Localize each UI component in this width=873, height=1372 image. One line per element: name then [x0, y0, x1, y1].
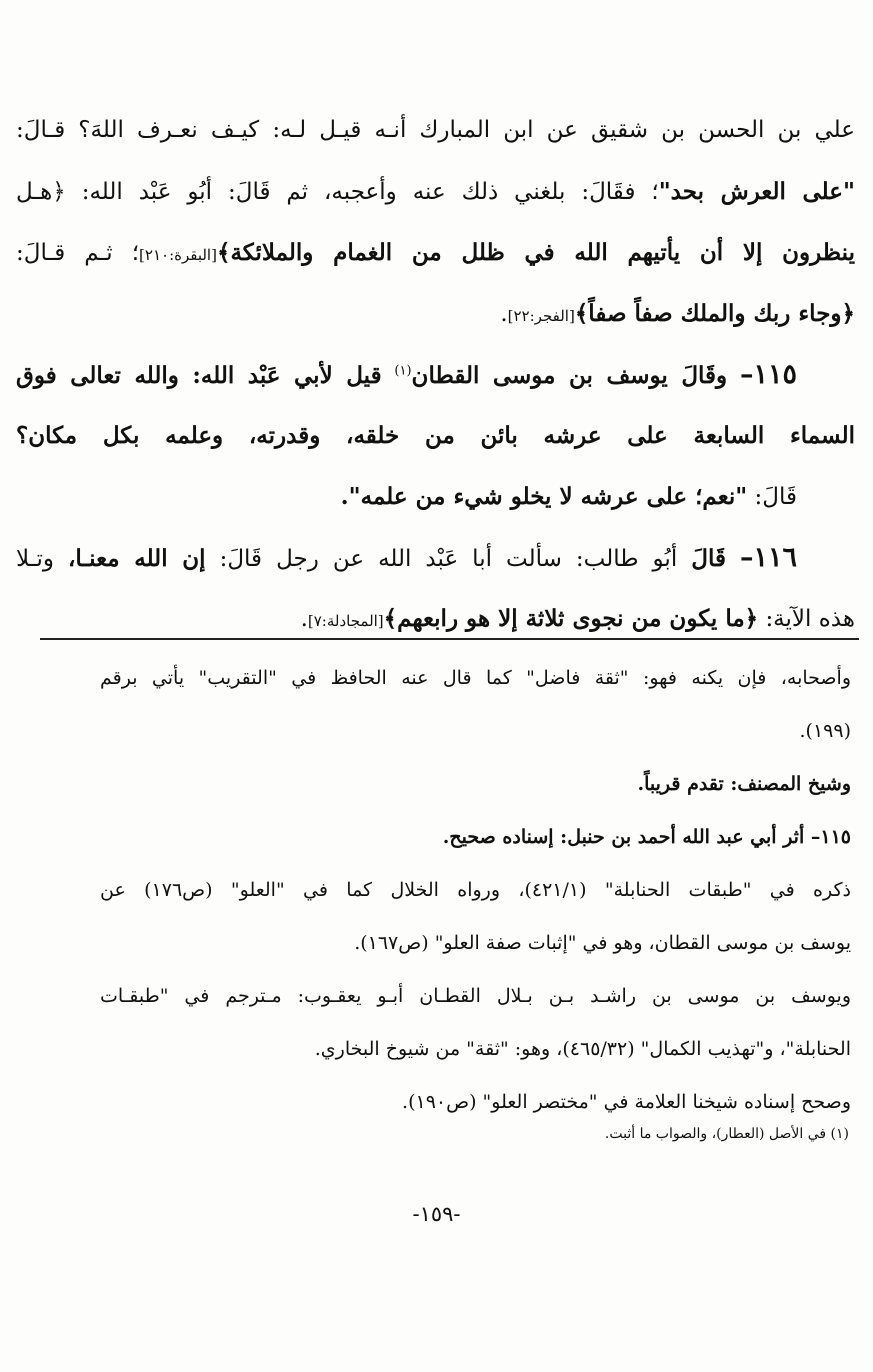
text-span: ؛ فقَالَ: بلغني ذلك عنه وأعجبه، ثم قَالَ: أبُو عَبْد الله: ﴿هـل [16, 179, 659, 205]
main-text [16, 100, 855, 649]
text-span: علي بن الحسن بن شقيق عن ابن المبارك أنـه قيـل لـه: كيـف نعـرف اللهَ؟ قـالَ: [16, 117, 855, 143]
text-span: وقَالَ يوسف بن موسى القطان [411, 362, 728, 389]
text-line [16, 283, 855, 344]
commentary-notes [100, 652, 851, 1129]
note-line: وشيخ المصنف: تقدم قريباً. [637, 773, 851, 795]
quran-verse: ﴿ما يكون من نجوى ثلاثة إلا هو رابعهم﴾ [383, 605, 759, 632]
text-span: قَالَ [691, 545, 726, 572]
note-line: ذكره في "طبقات الحنابلة" (٤٢١/١)، ورواه الخلال كما في "العلو" (ص١٧٦) عن [100, 879, 851, 901]
footnote-divider [40, 638, 859, 640]
paragraph-number: ١١٦– [739, 542, 797, 573]
paragraph-116 [16, 527, 855, 588]
paragraph-115 [16, 344, 855, 405]
note-heading: ١١٥– أثر أبي عبد الله أحمد بن حنبل: إسناده صحيح. [442, 826, 851, 848]
note-line: يوسف بن موسى القطان، وهو في "إثبات صفة العلو" (ص١٦٧). [354, 932, 851, 954]
text-span: . [500, 301, 508, 327]
quote-text: "على العرش بحد" [658, 178, 855, 205]
verse-reference: [البقرة:٢١٠] [139, 246, 217, 264]
text-span: ؛ ثـم قـالَ: [16, 240, 140, 266]
quote-text: "نعم؛ على عرشه لا يخلو شيء من علمه". [340, 483, 748, 510]
text-span: إن الله معنـا، [68, 545, 206, 572]
paragraph-number: ١١٥– [739, 359, 797, 390]
text-line [16, 222, 855, 283]
note-line: وصحح إسناده شيخنا العلامة في "مختصر العلو" (ص١٩٠). [402, 1091, 851, 1113]
text-line [16, 100, 855, 161]
text-line [16, 466, 855, 527]
note-line: وأصحابه، فإن يكنه فهو: "ثقة فاضل" كما قال عنه الحافظ في "التقريب" يأتي برقم [100, 667, 851, 689]
note-line: (١٩٩). [799, 720, 851, 742]
verse-reference: [الفجر:٢٢] [507, 307, 575, 325]
text-span: السماء السابعة على عرشه بائن من خلقه، وقدرته، وعلمه بكل مكان؟ [16, 422, 855, 449]
text-span: . [300, 606, 308, 632]
note-line: ويوسف بن موسى بن راشـد بـن بـلال القطـان أبـو يعقـوب: مـترجم في "طبقـات [100, 985, 851, 1007]
text-span: قَالَ: [754, 484, 797, 510]
footnote: (١) في الأصل (العطار)، والصواب ما أثبت. [604, 1126, 849, 1142]
note-line: الحنابلة"، و"تهذيب الكمال" (٤٦٥/٣٢)، وهو: "ثقة" من شيوخ البخاري. [314, 1038, 851, 1060]
quran-verse: ﴿وجاء ربك والملك صفاً صفاً﴾ [574, 300, 855, 327]
footnote-marker: (١) [394, 363, 412, 379]
quran-verse: ينظرون إلا أن يأتيهم الله في ظلل من الغمام والملائكة﴾ [216, 239, 855, 266]
page-number: -١٥٩- [412, 1202, 461, 1226]
text-line [16, 405, 855, 466]
text-span: أبُو طالب: سألت أبا عَبْد الله عن رجل قَالَ: [219, 546, 678, 572]
text-span: هذه الآية: [765, 606, 855, 632]
text-line [16, 161, 855, 222]
verse-reference: [المجادلة:٧] [307, 612, 384, 630]
text-span: قيل لأبي عَبْد الله: والله تعالى فوق [16, 362, 382, 389]
text-span: وتـلا [16, 546, 54, 572]
